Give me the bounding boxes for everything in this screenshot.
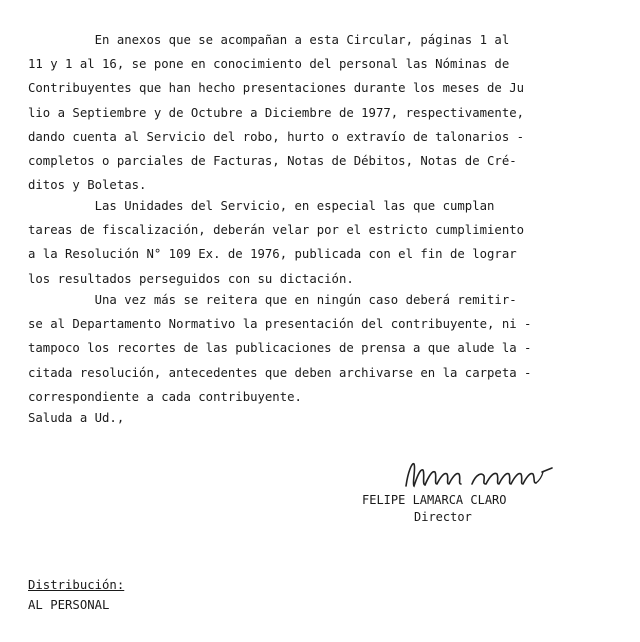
text-line: se al Departamento Normativo la presentación del contribuyente, ni - [28,317,532,332]
text-line: tareas de fiscalización, deberán velar por el estricto cumplimiento [28,223,525,238]
text-line: 11 y 1 al 16, se pone en conocimiento del personal las Nóminas de [28,57,510,72]
signatory-title: Director [414,510,472,524]
text-line: los resultados perseguidos con su dictación. [28,271,354,286]
text-line: Las Unidades del Servicio, en especial las que cumplan [28,199,495,213]
signatory-name: FELIPE LAMARCA CLARO [362,493,507,507]
text-line: lio a Septiembre y de Octubre a Diciembre de 1977, respectivamente, [28,105,525,120]
paragraph-units [28,194,618,291]
text-line: correspondiente a cada contribuyente. [28,389,302,404]
distribution-heading: Distribución: [28,578,125,592]
distribution-item: AL PERSONAL [28,598,110,612]
text-line: citada resolución, antecedentes que deben archivarse en la carpeta - [28,365,532,380]
closing-salutation: Saluda a Ud., [28,411,125,425]
text-line: En anexos que se acompañan a esta Circular, páginas 1 al [28,33,510,47]
text-line: Contribuyentes que han hecho presentaciones durante los meses de Ju [28,81,525,96]
text-line: dando cuenta al Servicio del robo, hurto o extravío de talonarios - [28,129,525,144]
text-line: completos o parciales de Facturas, Notas de Débitos, Notas de Cré- [28,153,517,168]
paragraph-annexes [28,28,618,197]
paragraph-reiteration [28,288,618,409]
handwritten-signature [402,450,582,498]
text-line: Una vez más se reitera que en ningún caso deberá remitir- [28,293,517,307]
text-line: tampoco los recortes de las publicaciones de prensa a que alude la - [28,341,532,356]
text-line: a la Resolución N° 109 Ex. de 1976, publicada con el fin de lograr [28,247,517,262]
text-line: ditos y Boletas. [28,178,147,193]
